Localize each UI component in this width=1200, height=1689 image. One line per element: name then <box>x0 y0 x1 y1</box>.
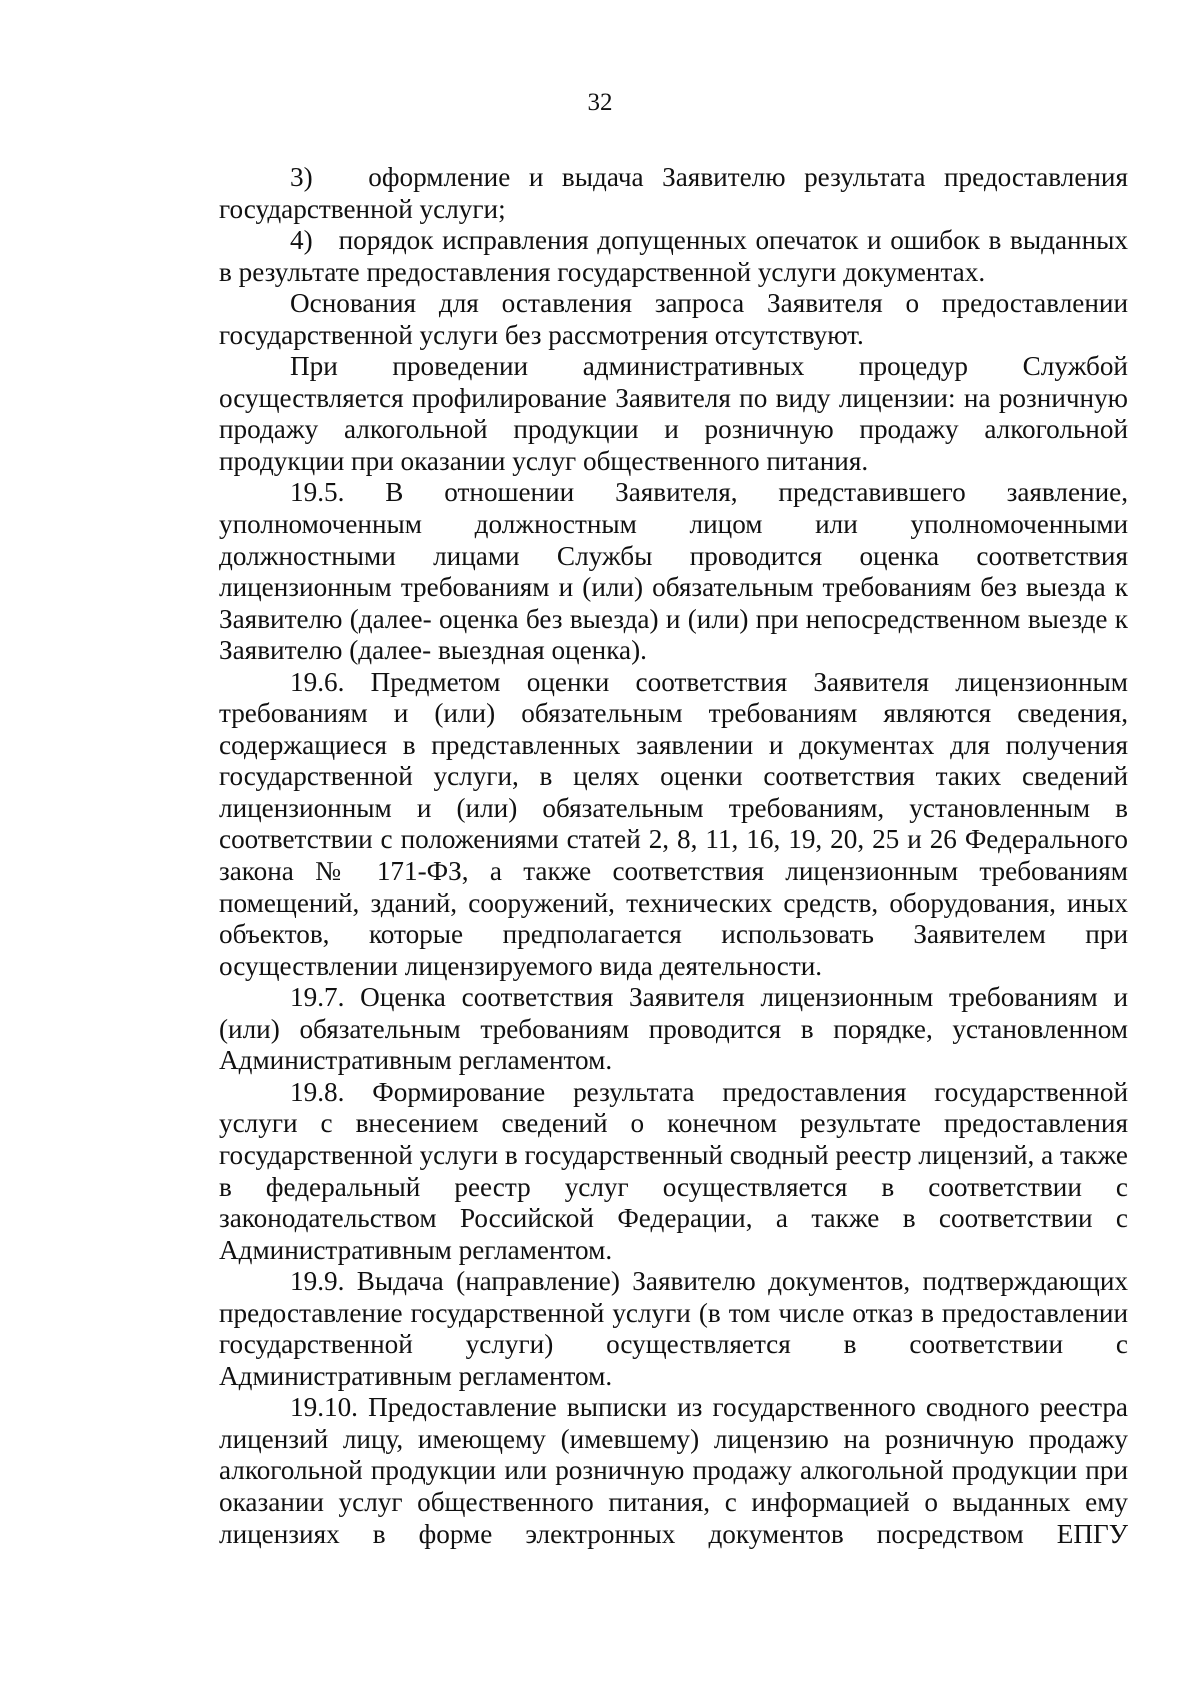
paragraph-item-4: 4) порядок исправления допущенных опечаток и ошибок в выданных в результате предоставления государственной услуги документах. <box>219 225 1128 287</box>
paragraph-19-6: 19.6. Предметом оценки соответствия Заявителя лицензионным требованиям и (или) обязательным требованиям являются сведения, содержащиеся в представленных заявлении и документах для получения государственной услуги, в целях оценки соответствия таких сведений лицензионным и (или) обязательным требованиям, установленным в соответствии с положениями статей 2, 8, 11, 16, 19, 20, 25 и 26 Федерального закона № 171-ФЗ, а также соответствия лицензионным требованиям помещений, зданий, сооружений, технических средств, оборудования, иных объектов, которые предполагается использовать Заявителем при осуществлении лицензируемого вида деятельности. <box>219 666 1128 981</box>
document-body <box>219 162 1128 1550</box>
paragraph-19-8: 19.8. Формирование результата предоставления государственной услуги с внесением сведений о конечном результате предоставления государственной услуги в государственный сводный реестр лицензий, а также в федеральный реестр услуг осуществляется в соответствии с законодательством Российской Федерации, а также в соответствии с Административным регламентом. <box>219 1076 1128 1265</box>
paragraph-item-3: 3) оформление и выдача Заявителю результата предоставления государственной услуги; <box>219 162 1128 224</box>
paragraph-19-10: 19.10. Предоставление выписки из государственного сводного реестра лицензий лицу, имеющему (имевшему) лицензию на розничную продажу алкогольной продукции или розничную продажу алкогольной продукции при оказании услуг общественного питания, с информацией о выданных ему лицензиях в форме электронных документов посредством ЕПГУ <box>219 1392 1128 1549</box>
page-number: 32 <box>587 89 613 116</box>
paragraph-19-7: 19.7. Оценка соответствия Заявителя лицензионным требованиям и (или) обязательным требованиям проводится в порядке, установленном Административным регламентом. <box>219 982 1128 1076</box>
paragraph-profiling: При проведении административных процедур Службой осуществляется профилирование Заявителя по виду лицензии: на розничную продажу алкогольной продукции и розничную продажу алкогольной продукции при оказании услуг общественного питания. <box>219 351 1128 476</box>
paragraph-19-9: 19.9. Выдача (направление) Заявителю документов, подтверждающих предоставление государственной услуги (в том числе отказ в предоставлении государственной услуги) осуществляется в соответствии с Административным регламентом. <box>219 1266 1128 1391</box>
paragraph-grounds: Основания для оставления запроса Заявителя о предоставлении государственной услуги без рассмотрения отсутствуют. <box>219 288 1128 350</box>
paragraph-19-5: 19.5. В отношении Заявителя, представившего заявление, уполномоченным должностным лицом или уполномоченными должностными лицами Службы проводится оценка соответствия лицензионным требованиям и (или) обязательным требованиям без выезда к Заявителю (далее- оценка без выезда) и (или) при непосредственном выезде к Заявителю (далее- выездная оценка). <box>219 477 1128 666</box>
